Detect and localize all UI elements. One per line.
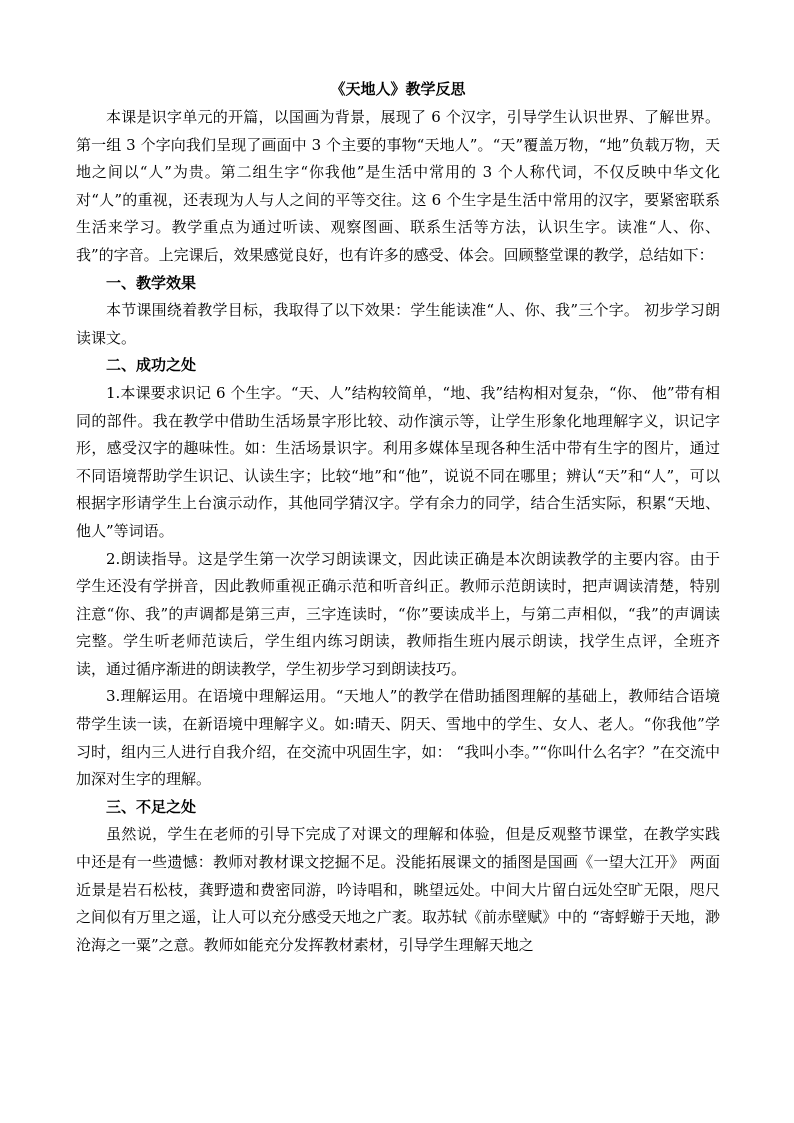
section-heading-shortcomings: 三、不足之处 xyxy=(106,797,197,816)
teaching-effect-paragraph: 本节课围绕着教学目标，我取得了以下效果：学生能读准“人、你、我”三个字。 初步学习朗读课文。 xyxy=(76,301,720,347)
section-heading-successes: 二、成功之处 xyxy=(106,356,197,375)
shortcomings-paragraph: 虽然说，学生在老师的引导下完成了对课文的理解和体验，但是反观整节课堂，在教学实践中还是有一些遗憾：教师对教材课文挖掘不足。没能拓展课文的插图是国画《一望大江开》 两面近景是岩石松枝，龚野遗和费密同游，吟诗唱和，眺望远处。中间大片留白远处空旷无限，咫尺之间似有万里之遥，让人可以充分感受天地之广袤。取苏轼《前赤壁赋》中的 “寄蜉蝣于天地，渺沧海之一粟”之意。教师如能充分发挥教材素材，引导学生理解天地之 xyxy=(76,825,720,954)
success-item-1-paragraph: 1.本课要求识记 6 个生字。“天、人”结构较简单，“地、我”结构相对复杂，“你、 他”带有相同的部件。我在教学中借助生活场景字形比较、动作演示等，让学生形象化地理解字义，识记字形，感受汉字的趣味性。如：生活场景识字。利用多媒体呈现各种生活中带有生字的图片，通过不同语境帮助学生识记、认读生字；比较“地”和“他”，说说不同在哪里；辨认“天”和“人”，可以根据字形请学生上台演示动作，其他同学猜汉字。学有余力的同学，结合生活实际，积累“天地、他人”等词语。 xyxy=(76,383,720,540)
section-heading-teaching-effect: 一、教学效果 xyxy=(106,273,197,292)
success-item-2-paragraph: 2.朗读指导。这是学生第一次学习朗读课文，因此读正确是本次朗读教学的主要内容。由于学生还没有学拼音，因此教师重视正确示范和听音纠正。教师示范朗读时，把声调读清楚，特别注意“你、我”的声调都是第三声，三字连读时，“你”要读成半上，与第二声相似，“我”的声调读完整。学生听老师范读后，学生组内练习朗读，教师指生班内展示朗读，找学生点评，全班齐读，通过循序渐进的朗读教学，学生初步学习到朗读技巧。 xyxy=(76,549,720,678)
document-title: 《天地人》教学反思 xyxy=(330,80,466,98)
success-item-3-paragraph: 3.理解运用。在语境中理解运用。“天地人”的教学在借助插图理解的基础上，教师结合语境带学生读一读，在新语境中理解字义。如:晴天、阴天、雪地中的学生、女人、老人。“你我他”学习时，组内三人进行自我介绍，在交流中巩固生字，如： “我叫小李。”“你叫什么名字？”在交流中加深对生字的理解。 xyxy=(76,687,720,789)
intro-paragraph: 本课是识字单元的开篇，以国画为背景，展现了 6 个汉字，引导学生认识世界、了解世界。第一组 3 个字向我们呈现了画面中 3 个主要的事物“天地人”。“天”覆盖万物，“地”负载万物，天地之间以“人”为贵。第二组生字“你我他”是生活中常用的 3 个人称代词，不仅反映中华文化对“人”的重视，还表现为人与人之间的平等交往。这 6 个生字是生活中常用的汉字，要紧密联系生活来学习。教学重点为通过听读、观察图画、联系生活等方法，认识生字。读准“人、你、我”的字音。上完课后，效果感觉良好，也有许多的感受、体会。回顾整堂课的教学，总结如下： xyxy=(76,108,720,264)
